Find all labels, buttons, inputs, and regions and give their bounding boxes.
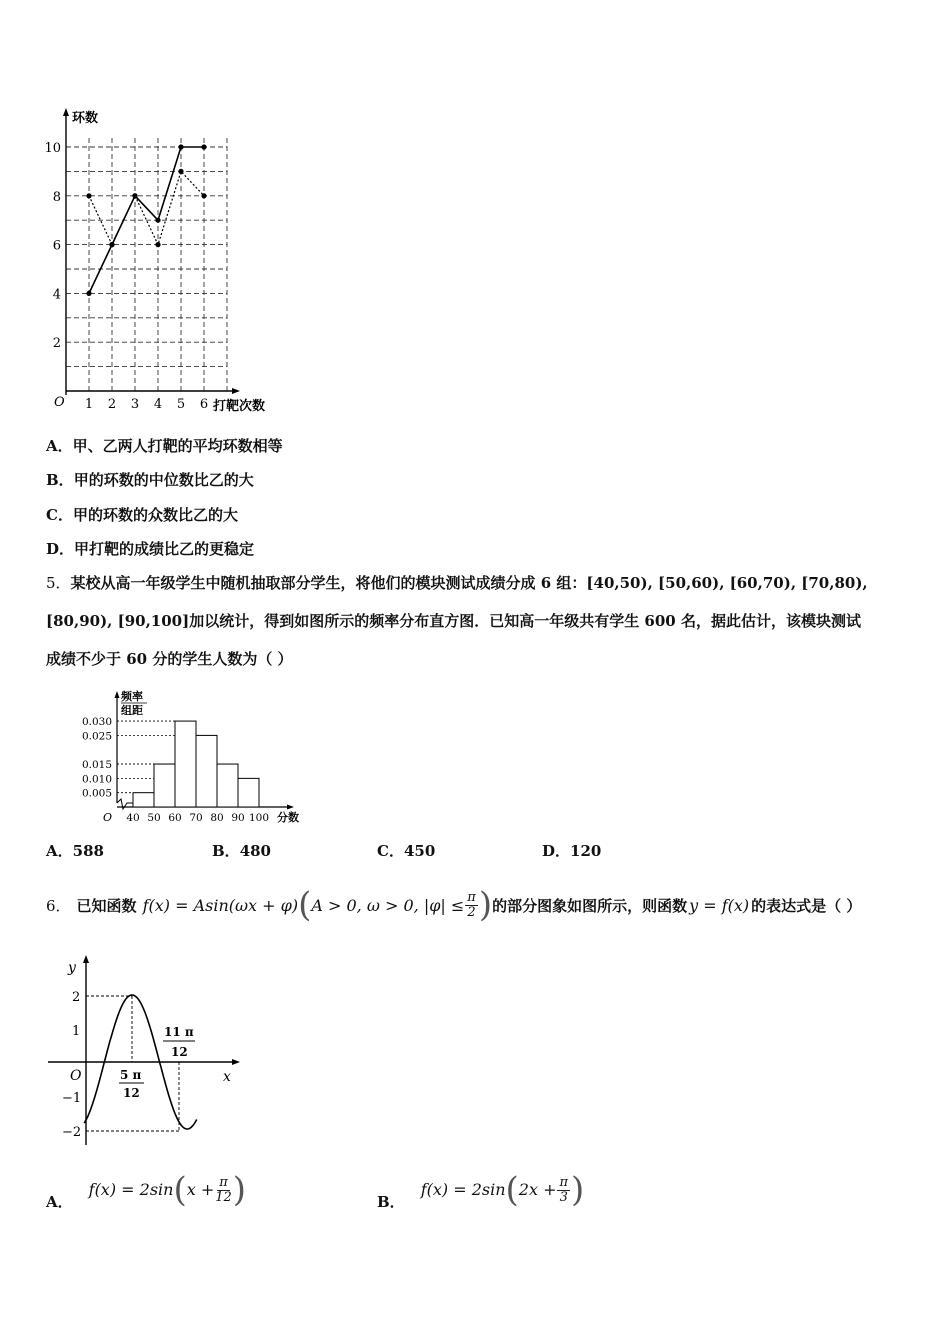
q4-x-tick: 1	[84, 397, 94, 412]
q6-function: f(x) = Asin(ωx + φ)	[142, 895, 299, 915]
q4-point-dotted	[86, 193, 91, 198]
q6-stem	[46, 880, 861, 930]
q5-option-d-text: 120	[570, 842, 602, 860]
q5-x-tick: 90	[231, 812, 245, 824]
q4-x-tick: 3	[130, 397, 140, 412]
q5-number: 5．	[46, 574, 71, 592]
q5-bars	[133, 721, 259, 807]
q5-bar	[217, 764, 238, 807]
q5-bar	[133, 793, 154, 807]
q4-option-c[interactable]	[46, 504, 238, 525]
q6-option-b-den: 3	[559, 1189, 568, 1205]
q6-option-a-label: A．	[46, 1192, 73, 1211]
q6-cond-den: 2	[467, 904, 476, 920]
q5-origin: O	[103, 811, 113, 824]
q5-bar	[238, 778, 259, 807]
q4-point-dotted	[132, 193, 137, 198]
q5-x-tick: 100	[248, 812, 270, 824]
q4-option-a[interactable]	[46, 435, 283, 456]
q5-x-tick: 70	[189, 812, 203, 824]
q4-option-b-label: B．	[46, 471, 74, 489]
q5-x-tick: 40	[126, 812, 140, 824]
q4-point-solid	[201, 144, 206, 149]
q5-y-label-top: 频率	[121, 690, 143, 703]
q6-option-a-frac	[215, 1176, 232, 1205]
q4-x-label: 打靶次数	[213, 399, 266, 414]
q4-y-ticks	[44, 141, 61, 351]
q5-y-tick: 0.030	[81, 716, 112, 729]
q4-point-dotted	[178, 169, 183, 174]
q4-y-arrow	[63, 108, 69, 116]
q4-option-b[interactable]	[46, 469, 254, 490]
q4-option-d-text: 甲打靶的成绩比乙的更稳定	[74, 540, 255, 558]
q4-point-dotted	[155, 242, 160, 247]
q4-option-c-label: C．	[46, 506, 73, 524]
q6-option-a-den: 12	[215, 1189, 232, 1205]
q6-label-5pi-num: 5 π	[120, 1068, 142, 1082]
q6-option-a-lhs: f(x) = 2sin	[88, 1179, 174, 1199]
q5-x-label: 分数	[277, 811, 299, 824]
q5-text-1: 某校从高一年级学生中随机抽取部分学生，将他们的模块测试成绩分成 6 组：[40,50), [50,60), [60,70), [70,80),	[70, 574, 868, 592]
q4-y-tick: 4	[52, 287, 61, 303]
q5-line-3: 成绩不少于 60 分的学生人数为（ ）	[46, 650, 293, 668]
q5-line-1	[46, 572, 868, 593]
q4-option-a-text: 甲、乙两人打靶的平均环数相等	[72, 437, 283, 455]
q6-option-a-paren-open: (	[173, 1170, 187, 1210]
q5-x-ticks	[126, 812, 269, 824]
q5-option-a-label: A．	[46, 842, 73, 860]
q5-bar	[196, 735, 217, 807]
q6-y-expr: y = f(x)	[689, 895, 750, 915]
q5-option-c[interactable]	[377, 840, 435, 861]
q5-bar	[154, 764, 175, 807]
q5-y-tick: 0.015	[81, 759, 112, 772]
q5-option-b-label: B．	[212, 842, 240, 860]
q5-option-d[interactable]	[542, 840, 601, 861]
q5-x-arrow	[287, 805, 294, 810]
q6-cond-num: π	[467, 889, 476, 905]
q6-tick-neg2: −2	[62, 1125, 82, 1140]
q6-option-b-inner: 2x +	[518, 1179, 557, 1199]
q6-number: 6．	[46, 896, 71, 915]
q5-option-a-text: 588	[72, 842, 104, 860]
q6-option-a-paren-close: )	[232, 1170, 247, 1210]
q6-paren-open: (	[298, 885, 312, 925]
q5-y-arrow	[115, 691, 120, 698]
q6-condition: A > 0, ω > 0, |φ| ≤	[311, 895, 465, 915]
q5-option-d-label: D．	[542, 842, 571, 860]
q4-y-tick: 8	[52, 189, 61, 205]
q4-x-tick: 6	[199, 397, 209, 412]
q6-suffix: 的表达式是（ ）	[751, 896, 862, 915]
q6-middle: 的部分图象如图所示，则函数	[492, 896, 688, 915]
q6-origin: O	[70, 1068, 82, 1084]
q4-x-arrow	[232, 388, 240, 394]
q6-sine-graph	[40, 950, 250, 1155]
q6-label-11pi-den: 12	[171, 1045, 188, 1059]
q4-option-c-text: 甲的环数的众数比乙的大	[72, 506, 238, 524]
q4-option-d-label: D．	[46, 540, 75, 558]
q4-point-solid	[86, 291, 91, 296]
q4-y-tick: 10	[44, 141, 61, 156]
q5-option-a[interactable]	[46, 840, 104, 861]
q4-x-tick: 5	[176, 397, 186, 412]
q6-condition-frac	[465, 891, 478, 920]
q5-x-tick: 80	[210, 812, 224, 824]
q4-x-tick: 4	[153, 397, 163, 412]
q6-option-a[interactable]	[46, 1168, 246, 1218]
q6-x-arrow	[232, 1059, 240, 1065]
q5-x-tick: 60	[168, 812, 182, 824]
q4-x-ticks	[85, 397, 208, 412]
q4-line-chart	[40, 100, 300, 420]
q4-origin: O	[54, 395, 65, 410]
q6-option-b-label: B．	[377, 1192, 405, 1211]
q4-point-solid	[155, 218, 160, 223]
q6-y-axis-label: y	[68, 960, 76, 976]
q4-point-dotted	[109, 242, 114, 247]
q5-histogram	[75, 685, 315, 830]
q4-y-tick: 6	[52, 238, 61, 254]
q6-option-b-paren-open: (	[505, 1170, 519, 1210]
q5-y-tick: 0.005	[81, 787, 112, 800]
q4-point-solid	[178, 144, 183, 149]
q5-option-b-text: 480	[239, 842, 271, 860]
q6-option-b-paren-close: )	[571, 1170, 585, 1210]
q4-option-d[interactable]	[46, 538, 254, 559]
q6-prefix: 已知函数	[76, 896, 137, 915]
q5-y-tick: 0.010	[81, 773, 112, 786]
q5-option-c-label: C．	[377, 842, 404, 860]
q5-option-b[interactable]	[212, 840, 271, 861]
q6-y-arrow	[83, 955, 89, 963]
q6-paren-close: )	[478, 885, 493, 925]
q6-x-axis-label: x	[223, 1069, 231, 1085]
q5-y-ticks	[82, 716, 112, 800]
q5-y-tick: 0.025	[81, 730, 112, 743]
q5-y-label-bottom: 组距	[121, 704, 143, 717]
q6-label-11pi-num: 11 π	[164, 1025, 194, 1039]
q4-x-tick: 2	[107, 397, 117, 412]
q6-option-b-lhs: f(x) = 2sin	[420, 1179, 506, 1199]
q6-option-a-inner: x +	[186, 1179, 215, 1199]
q6-option-b-num: π	[559, 1174, 569, 1190]
q6-tick-2: 2	[72, 990, 81, 1005]
q6-tick-neg1: −1	[62, 1091, 82, 1106]
q6-option-a-num: π	[219, 1174, 228, 1190]
q4-grid	[66, 137, 227, 391]
q4-option-b-text: 甲的环数的中位数比乙的大	[73, 471, 254, 489]
q6-label-5pi-den: 12	[123, 1086, 140, 1100]
q4-y-label: 环数	[72, 111, 99, 126]
q5-x-tick: 50	[147, 812, 161, 824]
q6-option-b-frac	[557, 1176, 570, 1205]
q4-y-tick: 2	[52, 336, 61, 352]
q4-option-a-label: A．	[46, 437, 73, 455]
q4-point-dotted	[201, 193, 206, 198]
q5-bar	[175, 721, 196, 807]
q5-line-2: [80,90), [90,100]加以统计，得到如图所示的频率分布直方图．已知高一年级共有学生 600 名，据此估计，该模块测试	[46, 612, 861, 630]
q6-tick-1: 1	[72, 1024, 81, 1039]
q6-option-b[interactable]	[377, 1168, 584, 1218]
q5-option-c-text: 450	[403, 842, 436, 860]
